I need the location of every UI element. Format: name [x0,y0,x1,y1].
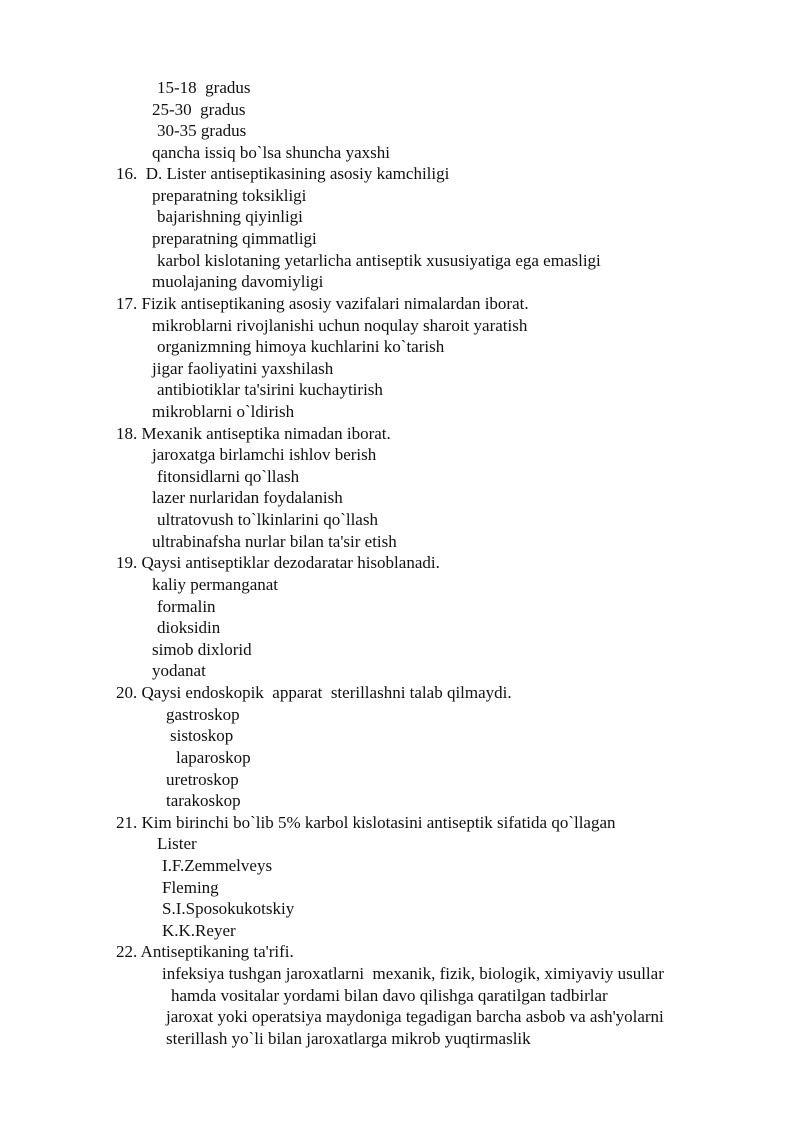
question-18: 18. Mexanik antiseptika nimadan iborat. [116,424,391,443]
answer-option: sterillash yo`li bilan jaroxatlarga mikrob yuqtirmaslik [166,1029,531,1048]
answer-option: qancha issiq bo`lsa shuncha yaxshi [152,143,390,162]
answer-option: gastroskop [166,705,240,724]
answer-option: simob dixlorid [152,640,252,659]
question-16: 16. D. Lister antiseptikasining asosiy kamchiligi [116,164,450,183]
question-20: 20. Qaysi endoskopik apparat sterillashni talab qilmaydi. [116,683,512,702]
answer-option: Lister [157,834,197,853]
answer-option: 15-18 gradus [157,78,251,97]
answer-option: antibiotiklar ta'sirini kuchaytirish [157,380,383,399]
question-21: 21. Kim birinchi bo`lib 5% karbol kislotasini antiseptik sifatida qo`llagan [116,813,616,832]
answer-option: dioksidin [157,618,221,637]
question-19: 19. Qaysi antiseptiklar dezodaratar hisoblanadi. [116,553,440,572]
answer-option: kaliy permanganat [152,575,279,594]
answer-option: ultratovush to`lkinlarini qo`llash [157,510,378,529]
answer-option: 30-35 gradus [157,121,247,140]
answer-option: yodanat [152,661,206,680]
answer-option: muolajaning davomiyligi [152,272,324,291]
answer-option: karbol kislotaning yetarlicha antiseptik xususiyatiga ega emasligi [157,251,601,270]
question-22: 22. Antiseptikaning ta'rifi. [116,942,294,961]
answer-option: infeksiya tushgan jaroxatlarni mexanik, fizik, biologik, ximiyaviy usullar [162,964,664,983]
answer-option: 25-30 gradus [152,100,246,119]
answer-option: tarakoskop [166,791,241,810]
answer-option: Fleming [162,878,219,897]
answer-option: ultrabinafsha nurlar bilan ta'sir etish [152,532,397,551]
answer-option: laparoskop [176,748,251,767]
answer-option: organizmning himoya kuchlarini ko`tarish [157,337,445,356]
question-17: 17. Fizik antiseptikaning asosiy vazifalari nimalardan iborat. [116,294,529,313]
answer-option: hamda vositalar yordami bilan davo qilishga qaratilgan tadbirlar [171,986,608,1005]
answer-option: preparatning qimmatligi [152,229,317,248]
answer-option: mikroblarni rivojlanishi uchun noqulay sharoit yaratish [152,316,528,335]
answer-option: jigar faoliyatini yaxshilash [152,359,334,378]
answer-option: lazer nurlaridan foydalanish [152,488,343,507]
answer-option: mikroblarni o`ldirish [152,402,295,421]
answer-option: jaroxatga birlamchi ishlov berish [152,445,377,464]
answer-option: K.K.Reyer [162,921,236,940]
answer-option: fitonsidlarni qo`llash [157,467,300,486]
answer-option: sistoskop [170,726,234,745]
answer-option: jaroxat yoki operatsiya maydoniga tegadigan barcha asbob va ash'yolarni [166,1007,664,1026]
answer-option: formalin [157,597,216,616]
answer-option: preparatning toksikligi [152,186,307,205]
answer-option: I.F.Zemmelveys [162,856,273,875]
answer-option: uretroskop [166,770,239,789]
answer-option: S.I.Sposokukotskiy [162,899,295,918]
answer-option: bajarishning qiyinligi [157,207,303,226]
